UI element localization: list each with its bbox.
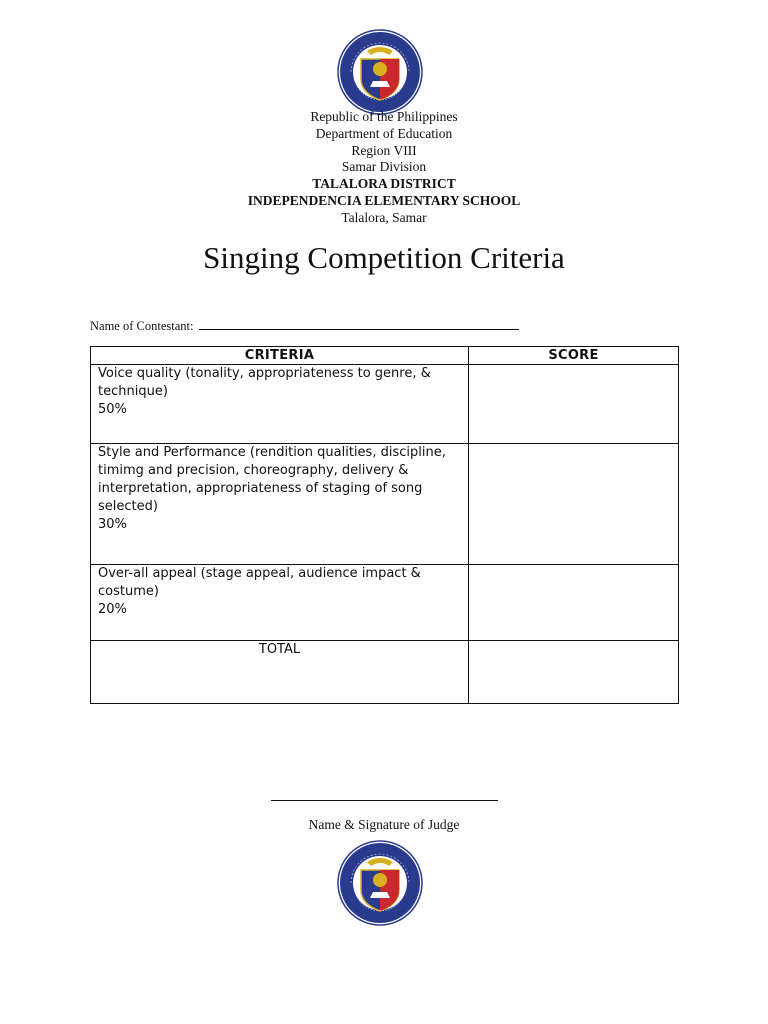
score-column-header: SCORE bbox=[469, 347, 679, 365]
criteria-weight: 50% bbox=[98, 402, 127, 417]
page-title: Singing Competition Criteria bbox=[203, 240, 565, 275]
signature-line[interactable] bbox=[271, 800, 498, 801]
header-region: Region VIII bbox=[351, 142, 417, 158]
school-header bbox=[0, 109, 768, 227]
contestant-label: Name of Contestant: bbox=[90, 319, 194, 333]
criteria-table bbox=[90, 346, 679, 704]
criteria-column-header: CRITERIA bbox=[91, 347, 469, 365]
header-division: Samar Division bbox=[341, 159, 427, 175]
deped-seal-top bbox=[337, 29, 423, 115]
score-cell[interactable] bbox=[469, 365, 679, 444]
score-cell[interactable] bbox=[469, 444, 679, 565]
deped-seal-bottom bbox=[337, 840, 423, 926]
table-row bbox=[91, 565, 679, 641]
total-row bbox=[91, 641, 679, 704]
contestant-name-line[interactable] bbox=[199, 317, 519, 330]
signature-label: Name & Signature of Judge bbox=[308, 817, 460, 832]
header-school: INDEPENDENCIA ELEMENTARY SCHOOL bbox=[247, 192, 521, 208]
header-republic: Republic of the Philippines bbox=[310, 109, 458, 124]
criteria-cell bbox=[91, 565, 469, 641]
criteria-cell bbox=[91, 365, 469, 444]
criteria-weight: 30% bbox=[98, 517, 127, 532]
header-district: TALALORA DISTRICT bbox=[312, 176, 456, 192]
table-row bbox=[91, 365, 679, 444]
criteria-description: Voice quality (tonality, appropriateness to genre, & technique) bbox=[98, 366, 431, 399]
table-header-row bbox=[91, 347, 679, 365]
table-row bbox=[91, 444, 679, 565]
criteria-description: Over-all appeal (stage appeal, audience impact & costume) bbox=[98, 566, 421, 599]
score-cell[interactable] bbox=[469, 565, 679, 641]
criteria-description: Style and Performance (rendition qualities, discipline, timimg and precision, choreography, delivery & interpretation, appropriateness of staging of song selected) bbox=[98, 445, 446, 514]
header-location: Talalora, Samar bbox=[341, 209, 427, 225]
criteria-weight: 20% bbox=[98, 602, 127, 617]
header-department: Department of Education bbox=[315, 125, 453, 141]
contestant-field bbox=[90, 317, 519, 334]
total-label: TOTAL bbox=[91, 641, 469, 704]
total-score-cell[interactable] bbox=[469, 641, 679, 704]
criteria-cell bbox=[91, 444, 469, 565]
